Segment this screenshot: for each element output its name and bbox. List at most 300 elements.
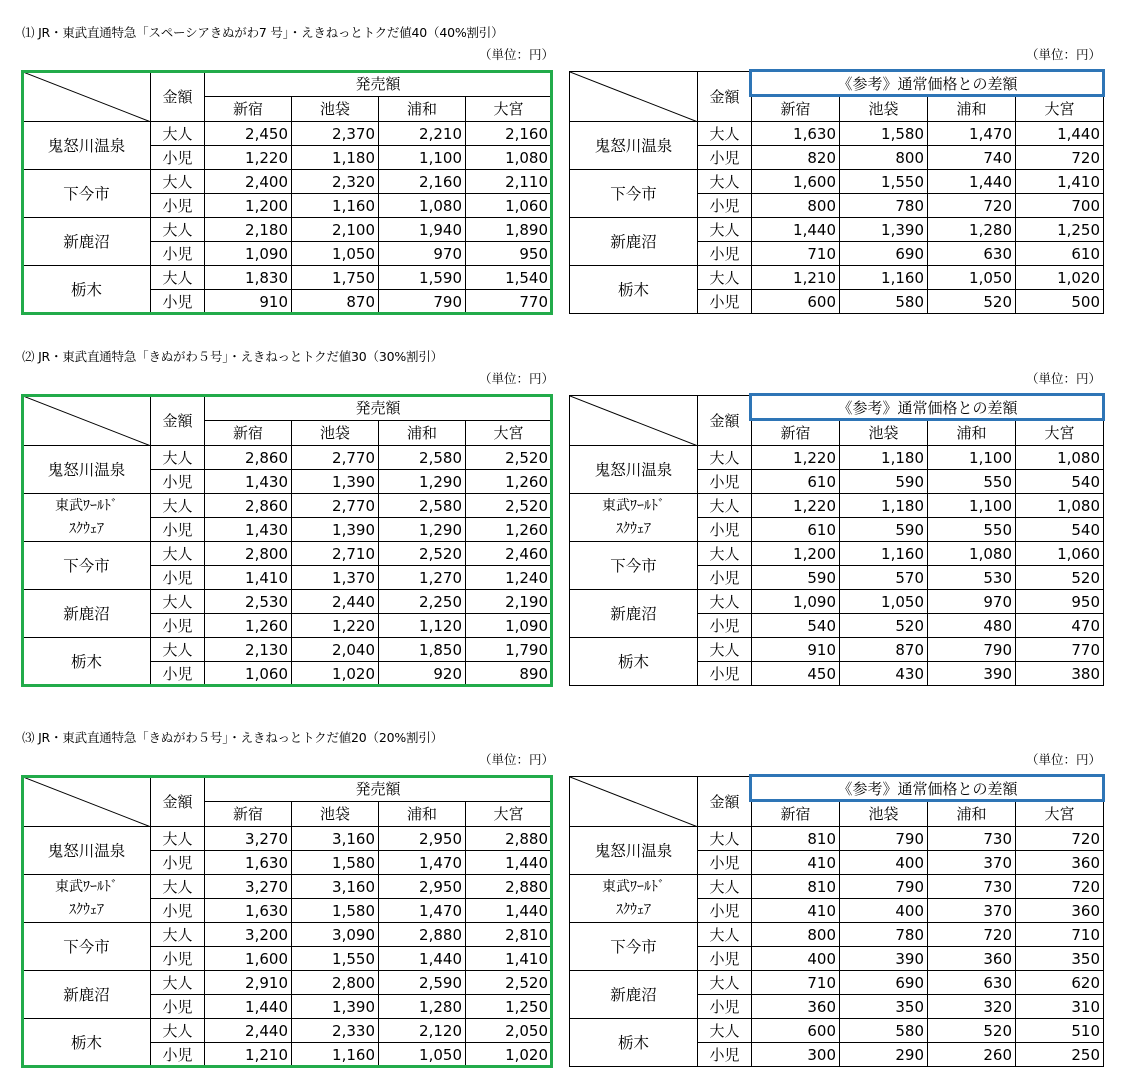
difference-table <box>569 71 1104 314</box>
child-label: 小児 <box>151 470 205 494</box>
fare-cell: 1,060 <box>466 194 552 218</box>
fare-cell: 1,410 <box>1016 170 1104 194</box>
fare-cell: 570 <box>840 566 928 590</box>
child-label: 小児 <box>151 851 205 875</box>
adult-label: 大人 <box>698 494 752 518</box>
fare-cell: 1,090 <box>205 242 292 266</box>
fare-cell: 390 <box>840 947 928 971</box>
amount-header: 金額 <box>698 396 752 446</box>
fare-cell: 1,470 <box>928 122 1016 146</box>
fare-cell: 2,400 <box>205 170 292 194</box>
table-row <box>23 170 552 194</box>
child-label: 小児 <box>151 518 205 542</box>
adult-label: 大人 <box>151 446 205 470</box>
adult-label: 大人 <box>698 218 752 242</box>
fare-cell: 1,590 <box>379 266 466 290</box>
fare-cell: 290 <box>840 1043 928 1067</box>
fare-cell: 1,050 <box>379 1043 466 1067</box>
table-row <box>570 266 1104 290</box>
column-header-3: 大宮 <box>466 97 552 122</box>
child-label: 小児 <box>698 614 752 638</box>
fare-cell: 600 <box>752 1019 840 1043</box>
header-row <box>570 396 1104 421</box>
table-row <box>570 638 1104 662</box>
fare-cell: 2,460 <box>466 542 552 566</box>
fare-cell: 1,580 <box>292 899 379 923</box>
fare-cell: 590 <box>840 470 928 494</box>
fare-cell: 1,080 <box>466 146 552 170</box>
fare-cell: 540 <box>1016 470 1104 494</box>
adult-label: 大人 <box>698 638 752 662</box>
fare-cell: 1,090 <box>752 590 840 614</box>
adult-label: 大人 <box>698 875 752 899</box>
station-name: 下今市 <box>570 542 698 590</box>
fare-cell: 1,160 <box>292 194 379 218</box>
fare-cell: 1,280 <box>379 995 466 1019</box>
fare-cell: 2,880 <box>466 827 552 851</box>
fare-cell: 780 <box>840 923 928 947</box>
column-header-1: 池袋 <box>292 97 379 122</box>
fare-cell: 970 <box>379 242 466 266</box>
fare-cell: 3,200 <box>205 923 292 947</box>
unit-note: （単位：円） <box>1026 752 1102 767</box>
fare-cell: 2,370 <box>292 122 379 146</box>
adult-label: 大人 <box>698 122 752 146</box>
fare-cell: 2,520 <box>466 446 552 470</box>
child-label: 小児 <box>151 995 205 1019</box>
adult-label: 大人 <box>698 971 752 995</box>
fare-cell: 410 <box>752 899 840 923</box>
fare-cell: 550 <box>928 470 1016 494</box>
table-row <box>23 923 552 947</box>
child-label: 小児 <box>151 290 205 314</box>
fare-cell: 790 <box>840 827 928 851</box>
station-name: 栃木 <box>570 638 698 686</box>
fare-cell: 2,710 <box>292 542 379 566</box>
fare-cell: 360 <box>928 947 1016 971</box>
fare-cell: 2,770 <box>292 494 379 518</box>
fare-cell: 1,290 <box>379 518 466 542</box>
table-row <box>570 971 1104 995</box>
fare-cell: 410 <box>752 851 840 875</box>
station-name: 新鹿沼 <box>570 971 698 1019</box>
fare-cell: 2,860 <box>205 446 292 470</box>
fare-cell: 1,370 <box>292 566 379 590</box>
child-label: 小児 <box>698 290 752 314</box>
section-title: ⑵ JR・東武直通特急「きぬがわ５号」・えきねっとトクだ値30（30%割引） <box>22 349 443 364</box>
fare-cell: 780 <box>840 194 928 218</box>
fare-cell: 3,270 <box>205 827 292 851</box>
fare-cell: 2,130 <box>205 638 292 662</box>
child-label: 小児 <box>151 194 205 218</box>
fare-cell: 2,190 <box>466 590 552 614</box>
fare-cell: 740 <box>928 146 1016 170</box>
station-name-line2: ｽｸｳｪｱ <box>616 901 651 918</box>
adult-label: 大人 <box>151 542 205 566</box>
table-row <box>570 494 1104 518</box>
table-row <box>23 266 552 290</box>
station-name: 下今市 <box>23 542 151 590</box>
reference-difference-header: 《参考》通常価格との差額 <box>752 777 1104 802</box>
fare-cell: 2,100 <box>292 218 379 242</box>
difference-table <box>569 776 1104 1067</box>
fare-cell: 1,180 <box>292 146 379 170</box>
column-header-3: 大宮 <box>466 421 552 446</box>
station-name: 新鹿沼 <box>23 590 151 638</box>
fare-cell: 2,950 <box>379 875 466 899</box>
child-label: 小児 <box>151 899 205 923</box>
station-name <box>23 494 151 542</box>
station-name: 下今市 <box>23 923 151 971</box>
column-header-1: 池袋 <box>292 802 379 827</box>
table-row <box>23 875 552 899</box>
column-header-3: 大宮 <box>466 802 552 827</box>
fare-cell: 1,100 <box>928 446 1016 470</box>
table-row <box>23 494 552 518</box>
fare-cell: 1,160 <box>840 266 928 290</box>
fare-cell: 400 <box>752 947 840 971</box>
unit-note: （単位：円） <box>1026 47 1102 62</box>
adult-label: 大人 <box>151 875 205 899</box>
fare-cell: 910 <box>752 638 840 662</box>
fare-cell: 2,160 <box>379 170 466 194</box>
fare-cell: 720 <box>928 923 1016 947</box>
adult-label: 大人 <box>151 122 205 146</box>
header-row <box>570 72 1104 97</box>
table-row <box>23 638 552 662</box>
fare-cell: 520 <box>928 290 1016 314</box>
fare-cell: 3,160 <box>292 827 379 851</box>
fare-cell: 390 <box>928 662 1016 686</box>
station-name: 栃木 <box>23 638 151 686</box>
fare-cell: 1,200 <box>205 194 292 218</box>
fare-cell: 2,880 <box>379 923 466 947</box>
station-name-line2: ｽｸｳｪｱ <box>616 520 651 537</box>
fare-cell: 1,050 <box>928 266 1016 290</box>
station-name: 新鹿沼 <box>23 971 151 1019</box>
column-header-0: 新宿 <box>205 421 292 446</box>
station-name <box>23 875 151 923</box>
fare-cell: 1,080 <box>379 194 466 218</box>
table-row <box>570 170 1104 194</box>
column-header-3: 大宮 <box>1016 802 1104 827</box>
fare-cell: 540 <box>1016 518 1104 542</box>
fare-cell: 2,320 <box>292 170 379 194</box>
unit-note: （単位：円） <box>479 752 555 767</box>
fare-cell: 890 <box>466 662 552 686</box>
fare-cell: 810 <box>752 827 840 851</box>
column-header-1: 池袋 <box>840 802 928 827</box>
header-row <box>570 777 1104 802</box>
table-row <box>23 446 552 470</box>
fare-cell: 800 <box>752 194 840 218</box>
fare-cell: 870 <box>292 290 379 314</box>
fare-cell: 1,440 <box>466 851 552 875</box>
fare-cell: 2,450 <box>205 122 292 146</box>
station-name: 栃木 <box>23 1019 151 1067</box>
fare-cell: 1,410 <box>205 566 292 590</box>
header-row <box>23 777 552 802</box>
fare-cell: 520 <box>928 1019 1016 1043</box>
station-name <box>570 494 698 542</box>
reference-difference-header: 《参考》通常価格との差額 <box>752 396 1104 421</box>
fare-cell: 1,830 <box>205 266 292 290</box>
fare-cell: 360 <box>1016 851 1104 875</box>
station-name: 下今市 <box>23 170 151 218</box>
station-name: 栃木 <box>570 1019 698 1067</box>
fare-cell: 770 <box>1016 638 1104 662</box>
adult-label: 大人 <box>151 971 205 995</box>
sales-amount-header: 発売額 <box>205 72 552 97</box>
fare-cell: 2,580 <box>379 494 466 518</box>
fare-cell: 2,770 <box>292 446 379 470</box>
fare-cell: 970 <box>928 590 1016 614</box>
adult-label: 大人 <box>698 446 752 470</box>
table-row <box>570 218 1104 242</box>
fare-cell: 690 <box>840 242 928 266</box>
section-title: ⑶ JR・東武直通特急「きぬがわ５号」・えきねっとトクだ値20（20%割引） <box>22 730 443 745</box>
fare-cell: 1,600 <box>205 947 292 971</box>
fare-cell: 3,090 <box>292 923 379 947</box>
adult-label: 大人 <box>151 638 205 662</box>
fare-cell: 2,880 <box>466 875 552 899</box>
amount-header: 金額 <box>698 72 752 122</box>
adult-label: 大人 <box>698 542 752 566</box>
child-label: 小児 <box>151 662 205 686</box>
station-name: 鬼怒川温泉 <box>570 122 698 170</box>
station-name: 新鹿沼 <box>570 590 698 638</box>
station-name: 新鹿沼 <box>570 218 698 266</box>
fare-cell: 720 <box>1016 875 1104 899</box>
child-label: 小児 <box>698 518 752 542</box>
fare-cell: 1,250 <box>466 995 552 1019</box>
fare-cell: 590 <box>752 566 840 590</box>
fare-cell: 610 <box>1016 242 1104 266</box>
fare-cell: 1,540 <box>466 266 552 290</box>
fare-cell: 2,250 <box>379 590 466 614</box>
fare-cell: 700 <box>1016 194 1104 218</box>
difference-table <box>569 395 1104 686</box>
fare-cell: 1,890 <box>466 218 552 242</box>
fare-cell: 1,440 <box>205 995 292 1019</box>
column-header-1: 池袋 <box>840 97 928 122</box>
fare-cell: 1,260 <box>466 518 552 542</box>
column-header-2: 浦和 <box>928 97 1016 122</box>
fare-cell: 1,090 <box>466 614 552 638</box>
fare-cell: 590 <box>840 518 928 542</box>
fare-cell: 1,220 <box>752 446 840 470</box>
fare-cell: 1,080 <box>928 542 1016 566</box>
table-row <box>570 923 1104 947</box>
fare-cell: 1,430 <box>205 470 292 494</box>
table-row <box>23 971 552 995</box>
station-name: 鬼怒川温泉 <box>23 827 151 875</box>
fare-cell: 2,040 <box>292 638 379 662</box>
fare-cell: 1,630 <box>205 851 292 875</box>
fare-cell: 1,850 <box>379 638 466 662</box>
column-header-0: 新宿 <box>205 97 292 122</box>
fare-cell: 520 <box>1016 566 1104 590</box>
station-name-line1: 東武ﾜｰﾙﾄﾞ <box>55 878 118 895</box>
child-label: 小児 <box>698 1043 752 1067</box>
fare-cell: 2,590 <box>379 971 466 995</box>
fare-cell: 2,810 <box>466 923 552 947</box>
diagonal-line-icon <box>570 777 698 827</box>
unit-note: （単位：円） <box>1026 371 1102 386</box>
fare-cell: 820 <box>752 146 840 170</box>
fare-cell: 1,020 <box>466 1043 552 1067</box>
fare-cell: 1,160 <box>840 542 928 566</box>
fare-cell: 630 <box>928 242 1016 266</box>
column-header-2: 浦和 <box>928 421 1016 446</box>
child-label: 小児 <box>698 566 752 590</box>
fare-cell: 2,110 <box>466 170 552 194</box>
sales-table <box>22 395 552 686</box>
adult-label: 大人 <box>698 923 752 947</box>
diagonal-corner-cell <box>570 396 698 446</box>
fare-cell: 520 <box>840 614 928 638</box>
fare-cell: 1,120 <box>379 614 466 638</box>
fare-cell: 1,390 <box>840 218 928 242</box>
diagonal-line-icon <box>23 396 151 446</box>
fare-cell: 610 <box>752 518 840 542</box>
fare-cell: 510 <box>1016 1019 1104 1043</box>
child-label: 小児 <box>698 194 752 218</box>
fare-cell: 580 <box>840 290 928 314</box>
fare-cell: 800 <box>752 923 840 947</box>
amount-header: 金額 <box>151 396 205 446</box>
fare-cell: 1,390 <box>292 995 379 1019</box>
fare-cell: 2,440 <box>292 590 379 614</box>
fare-cell: 1,430 <box>205 518 292 542</box>
column-header-2: 浦和 <box>379 97 466 122</box>
table-row <box>23 590 552 614</box>
station-name-line1: 東武ﾜｰﾙﾄﾞ <box>602 497 665 514</box>
fare-cell: 1,580 <box>840 122 928 146</box>
column-header-0: 新宿 <box>752 97 840 122</box>
diagonal-corner-cell <box>23 777 151 827</box>
fare-cell: 320 <box>928 995 1016 1019</box>
fare-cell: 1,260 <box>466 470 552 494</box>
fare-cell: 1,020 <box>292 662 379 686</box>
station-name: 栃木 <box>570 266 698 314</box>
fare-cell: 2,050 <box>466 1019 552 1043</box>
fare-cell: 2,580 <box>379 446 466 470</box>
table-row <box>570 122 1104 146</box>
fare-cell: 540 <box>752 614 840 638</box>
fare-cell: 1,390 <box>292 518 379 542</box>
fare-cell: 1,600 <box>752 170 840 194</box>
diagonal-line-icon <box>23 72 151 122</box>
fare-cell: 2,950 <box>379 827 466 851</box>
adult-label: 大人 <box>698 827 752 851</box>
sales-amount-header: 発売額 <box>205 396 552 421</box>
fare-cell: 1,580 <box>292 851 379 875</box>
fare-cell: 2,120 <box>379 1019 466 1043</box>
child-label: 小児 <box>151 1043 205 1067</box>
fare-cell: 260 <box>928 1043 1016 1067</box>
fare-cell: 730 <box>928 875 1016 899</box>
adult-label: 大人 <box>698 170 752 194</box>
diagonal-line-icon <box>570 72 698 122</box>
sales-table <box>22 71 552 314</box>
child-label: 小児 <box>698 851 752 875</box>
column-header-2: 浦和 <box>928 802 1016 827</box>
fare-cell: 1,630 <box>752 122 840 146</box>
child-label: 小児 <box>698 242 752 266</box>
adult-label: 大人 <box>151 923 205 947</box>
fare-cell: 2,520 <box>466 494 552 518</box>
station-name: 栃木 <box>23 266 151 314</box>
table-row <box>23 542 552 566</box>
sales-amount-header: 発売額 <box>205 777 552 802</box>
fare-cell: 1,060 <box>1016 542 1104 566</box>
diagonal-corner-cell <box>23 72 151 122</box>
fare-cell: 630 <box>928 971 1016 995</box>
fare-cell: 720 <box>1016 827 1104 851</box>
fare-cell: 500 <box>1016 290 1104 314</box>
fare-cell: 870 <box>840 638 928 662</box>
fare-cell: 1,630 <box>205 899 292 923</box>
fare-cell: 2,440 <box>205 1019 292 1043</box>
fare-cell: 1,160 <box>292 1043 379 1067</box>
fare-cell: 1,410 <box>466 947 552 971</box>
adult-label: 大人 <box>698 1019 752 1043</box>
fare-cell: 2,910 <box>205 971 292 995</box>
fare-cell: 530 <box>928 566 1016 590</box>
column-header-0: 新宿 <box>205 802 292 827</box>
child-label: 小児 <box>151 242 205 266</box>
fare-cell: 1,220 <box>205 146 292 170</box>
station-name: 新鹿沼 <box>23 218 151 266</box>
fare-cell: 1,550 <box>292 947 379 971</box>
fare-cell: 790 <box>379 290 466 314</box>
adult-label: 大人 <box>698 590 752 614</box>
adult-label: 大人 <box>151 266 205 290</box>
child-label: 小児 <box>151 566 205 590</box>
fare-cell: 3,160 <box>292 875 379 899</box>
fare-cell: 450 <box>752 662 840 686</box>
station-name: 下今市 <box>570 923 698 971</box>
fare-cell: 1,100 <box>928 494 1016 518</box>
fare-cell: 1,240 <box>466 566 552 590</box>
fare-cell: 1,210 <box>752 266 840 290</box>
diagonal-corner-cell <box>570 72 698 122</box>
fare-cell: 810 <box>752 875 840 899</box>
diagonal-corner-cell <box>570 777 698 827</box>
fare-cell: 790 <box>928 638 1016 662</box>
fare-cell: 610 <box>752 470 840 494</box>
amount-header: 金額 <box>151 72 205 122</box>
child-label: 小児 <box>698 470 752 494</box>
fare-cell: 620 <box>1016 971 1104 995</box>
table-row <box>570 1019 1104 1043</box>
adult-label: 大人 <box>698 266 752 290</box>
header-row <box>23 72 552 97</box>
fare-cell: 1,440 <box>466 899 552 923</box>
adult-label: 大人 <box>151 1019 205 1043</box>
fare-cell: 1,290 <box>379 470 466 494</box>
fare-cell: 580 <box>840 1019 928 1043</box>
fare-cell: 370 <box>928 899 1016 923</box>
fare-cell: 710 <box>752 242 840 266</box>
column-header-2: 浦和 <box>379 802 466 827</box>
fare-cell: 790 <box>840 875 928 899</box>
fare-cell: 1,750 <box>292 266 379 290</box>
fare-cell: 720 <box>928 194 1016 218</box>
fare-cell: 910 <box>205 290 292 314</box>
station-name: 下今市 <box>570 170 698 218</box>
